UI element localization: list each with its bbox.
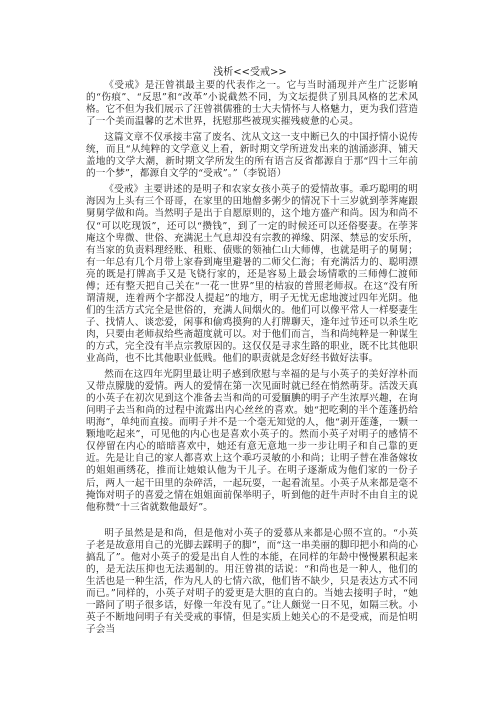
document-title: 浅析<<受戒>> <box>213 67 287 78</box>
paragraph: 这篇文章不仅承接丰富了废名、沈从文这一支中断已久的中国抒情小说传统，而且“从纯粹的文学意义上看，新时期文学所迸发出来的汹涌澎湃、铺天盖地的文学大潮，新时期文学所发生的所有语言反省都源自于那“四十三年前的一个梦”，都源自文学的“受戒”。”（李锐语） <box>86 132 418 180</box>
document-body <box>86 80 418 640</box>
paragraph: 《受戒》主要讲述的是明子和农家女孩小英子的爱情故事。乖巧聪明的明海因为上头有三个哥哥，在家里的田地僧多粥少的情况下十三岁就到荸荠庵跟舅舅学做和尚。当然明子是出于自愿原则的，这个地方盛产和尚。因为和尚不仅“可以吃现饭”，还可以“攒钱”，到了一定的时候还可以还俗娶妻。在荸荠庵这个卑微、世俗、充满泥土气息却没有宗教的禅缘、阴深、禁忌的安乐所，有当家的负责料理经账、租账、债账的领袖仁山大师傅，也就是明子的舅舅；有一年总有几个月带上家眷到庵里避暑的二师父仁海；有充满活力的、聪明漂亮的既是打牌高手又是飞铙行家的，还是容易上最会场情歌的三师傅仁渡师傅；还有整天把自己关在“一花一世界”里的枯寂的普照老师叔。在这“没有所谓清规，连着两个字都没人提起”的地方，明子无忧无虑地渡过四年光阴。他们的生活方式完全是世俗的，充满人间烟火的。他们可以像平常人一样娶妻生子、找情人、谈恋爱，闲事和偷鸡摸狗的人打牌聊天，逢年过节还可以杀生吃肉，只要由老师叔给些斋超度就可以。对于他们而言，当和尚纯粹是一种谋生的方式，完全没有半点宗教原因的。这仅仅是寻求生路的职业，既不比其他职业高尚，也不比其他职业低贱。他们的职责就是念好经书做好法事。 <box>86 184 418 365</box>
paragraph: 然而在这四年光阴里最让明子感到欣慰与幸福的是与小英子的美好淳朴而又带点朦胧的爱情。两人的爱情在第一次见面时就已经在悄然萌芽。活泼天真的小英子在初次见到这个准备去当和尚的可爱腼腆的明子产生浓厚兴趣，在询问明子去当和尚的过程中流露出内心丝丝的喜欢。她“把吃剩的半个莲蓬扔给明海”，单纯而直接。而明子并不是一个毫无知觉的人，他“剥开莲蓬，一颗一颗地吃起来”，可见他的内心也是喜欢小英子的。然而小英子对明子的感情不仅停留在内心的暗暗喜欢中，她还有意无意地一步一步让明子和自己靠的更近。先是让自己的家人都喜欢上这个乖巧灵敏的小和尚；让明子替在准备嫁妆的姐姐画绣花，推而让她娘认他为干儿子。在明子逐渐成为他们家的一份子后，两人一起干田里的杂碎活，一起玩耍，一起看流星。小英子从来都是毫不掩饰对明子的喜爱之情在姐姐面前保举明子，听到他的赶牛声时不由自主的说他称赞“十三省就数他最好”。 <box>86 369 418 513</box>
paragraph: 《受戒》是汪曾祺最主要的代表作之一。它与当时涌现并产生广泛影响的“伤痕”、“反思”和“改革”小说截然不同，为文坛提供了别具风格的艺术风格。它不但为我们展示了汪曾祺儒雅的士大夫情怀与人格魅力，更为我们营造了一个美而温馨的艺术世界，抚慰那些被现实摧残疲惫的心灵。 <box>86 80 418 128</box>
paragraph: 明子虽然是是和尚，但是他对小英子的爱慕从来都是心照不宣的。“小英子老是故意用自己的光脚去踩明子的脚”，而“这一串美丽的脚印把小和尚的心搞乱了”。他对小英子的爱是出自人性的本能，在同样的年龄中慢慢累积起来的，是无法压抑也无法遏制的。用汪曾祺的话说：“和尚也是一种人，他们的生活也是一种生活，作为凡人的七情六欲，他们皆不缺少，只是表达方式不同而已。”同样的，小英子对明子的爱更是大胆的直白的。当她去接明子时，“她一路问了明子很多话，好像一年没有见了。”让人颇觉一日不见，如隔三秋。小英子不断地问明子有关受戒的事情，但是实质上她关心的不是受戒，而是怕明子会当 <box>86 527 418 636</box>
